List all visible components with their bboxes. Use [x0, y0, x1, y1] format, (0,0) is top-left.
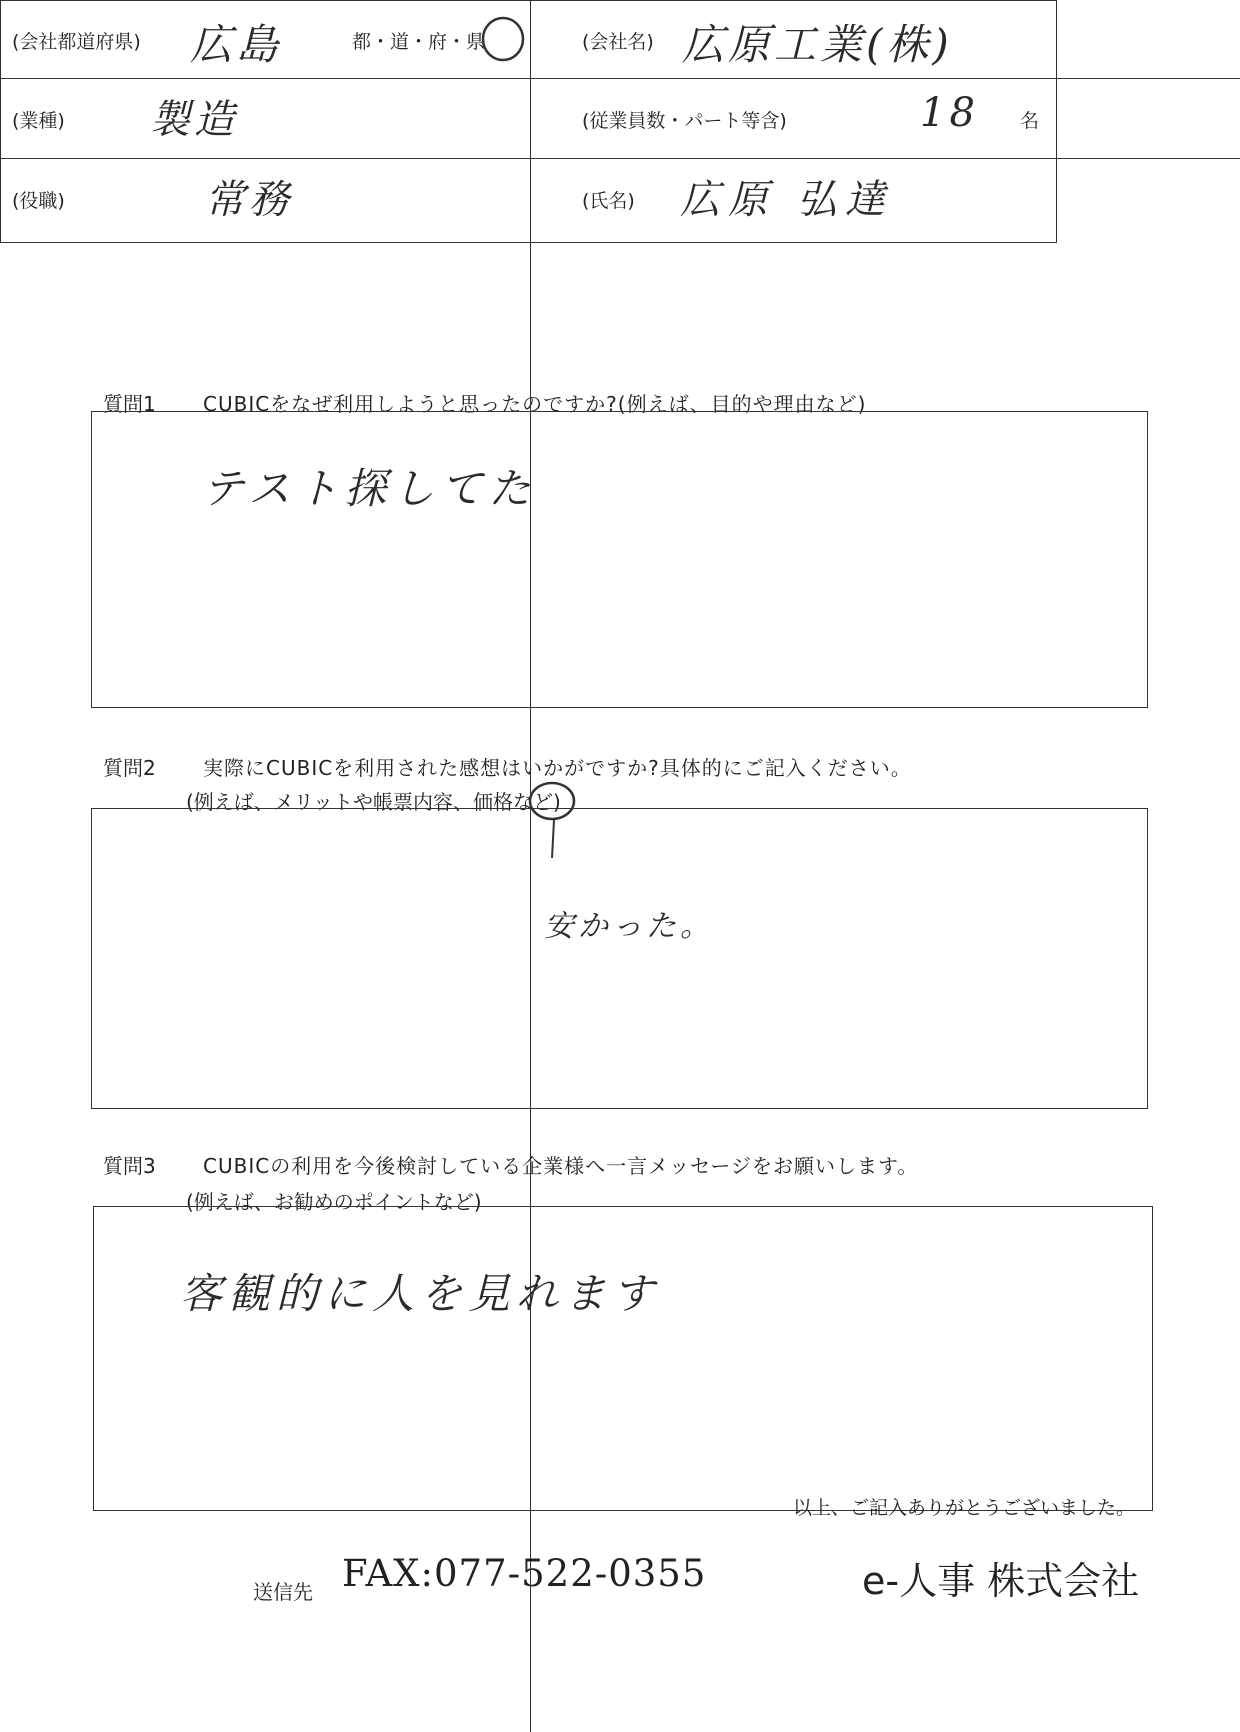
question3-label: 質問3 — [103, 1154, 156, 1178]
position-value: 常務 — [205, 177, 293, 223]
prefecture-value: 広島 — [190, 20, 283, 69]
question3-example: (例えば、お勧めのポイントなど) — [186, 1190, 482, 1214]
name-value: 広原 弘達 — [680, 177, 893, 223]
footer-company-name: e-人事 株式会社 — [862, 1559, 1140, 1603]
answer1-text: テスト探してた — [202, 464, 537, 513]
question1-text: CUBICをなぜ利用しようと思ったのですか?(例えば、目的や理由など) — [203, 392, 867, 416]
employees-value: 18 — [920, 90, 979, 136]
footer-send-to-label: 送信先 — [253, 1580, 313, 1604]
answer2-box — [91, 808, 1148, 1109]
employees-unit: 名 — [1020, 110, 1040, 132]
employees-label: (従業員数・パート等含) — [582, 110, 787, 132]
question1-label: 質問1 — [103, 392, 156, 416]
footer-fax-number: FAX:077-522-0355 — [342, 1552, 707, 1595]
prefecture-suffix: 都・道・府・県 — [352, 31, 486, 53]
prefecture-label: (会社都道府県) — [12, 31, 141, 53]
answer3-text: 客観的に人を見れます — [180, 1269, 661, 1318]
industry-value: 製造 — [150, 97, 238, 143]
answer1-box — [91, 411, 1148, 708]
question3-text: CUBICの利用を今後検討している企業様へ一言メッセージをお願いします。 — [203, 1154, 919, 1178]
info-table — [0, 0, 1057, 243]
row-divider — [0, 158, 1240, 159]
row-divider — [0, 78, 1240, 79]
question2-text: 実際にCUBICを利用された感想はいかがですか?具体的にご記入ください。 — [203, 756, 912, 780]
answer3-box — [93, 1206, 1153, 1511]
question2-example: (例えば、メリットや帳票内容、価格など) — [186, 790, 561, 814]
name-label: (氏名) — [582, 190, 635, 212]
company-value: 広原工業(株) — [682, 20, 953, 69]
industry-label: (業種) — [12, 110, 65, 132]
closing-message: 以上、ご記入ありがとうございました。 — [792, 1497, 1135, 1519]
company-label: (会社名) — [582, 31, 654, 53]
position-label: (役職) — [12, 190, 65, 212]
circle-mark-icon — [478, 14, 528, 64]
answer2-text: 安かった。 — [544, 909, 714, 944]
question2-label: 質問2 — [103, 756, 156, 780]
